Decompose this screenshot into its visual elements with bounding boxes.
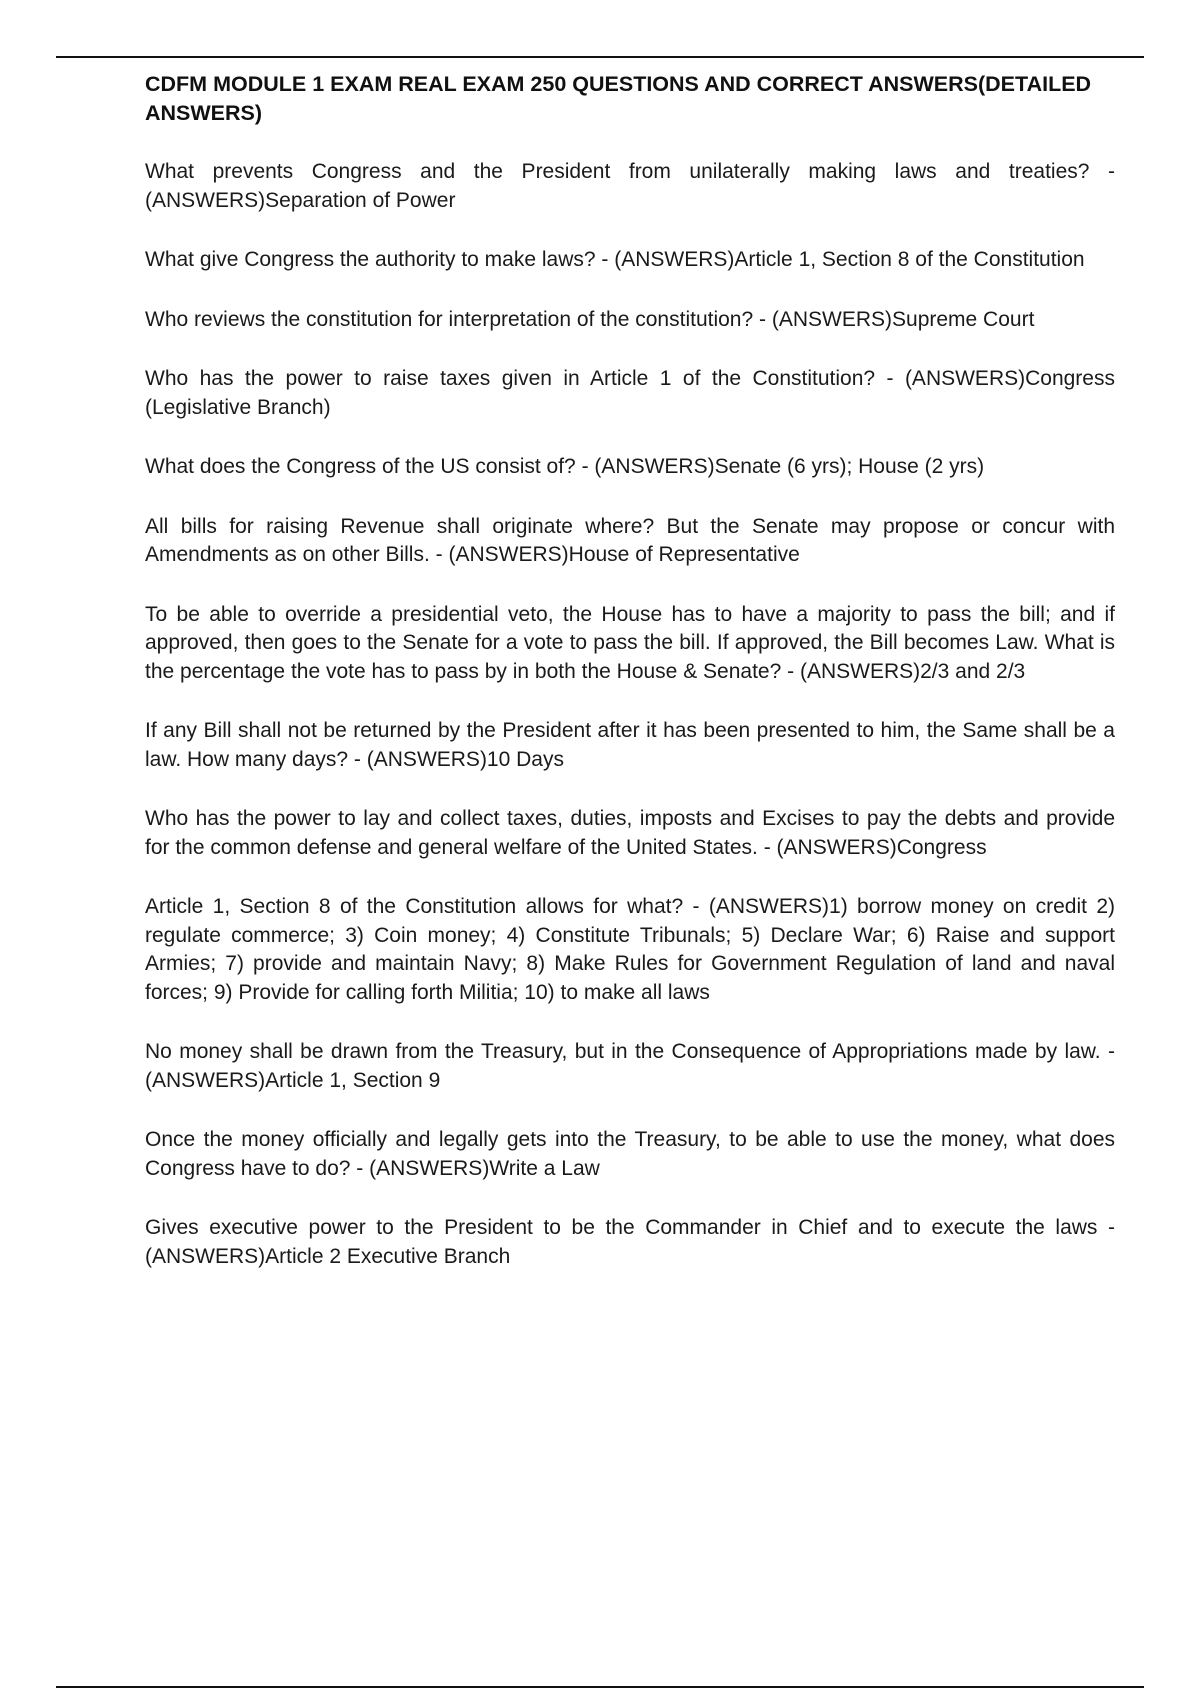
qa-list bbox=[145, 158, 1115, 1271]
answer-text: (ANSWERS)Congress (Legislative Branch) bbox=[145, 367, 1115, 419]
question-text: What does the Congress of the US consist of? bbox=[145, 455, 576, 478]
document-title: CDFM MODULE 1 EXAM REAL EXAM 250 QUESTIONS AND CORRECT ANSWERS(DETAILED ANSWERS) bbox=[145, 72, 1092, 125]
answer-separator: - bbox=[781, 659, 800, 683]
qa-item bbox=[145, 601, 1115, 687]
answer-separator: - bbox=[875, 367, 905, 390]
answer-separator: - bbox=[757, 835, 777, 859]
answer-text: (ANSWERS)House of Representative bbox=[448, 543, 800, 566]
answer-text: (ANSWERS)Supreme Court bbox=[771, 307, 1035, 331]
answer-text: (ANSWERS)10 Days bbox=[366, 747, 564, 771]
question-text: Article 1, Section 8 of the Constitution allows for what? bbox=[145, 895, 684, 918]
qa-item bbox=[145, 717, 1115, 774]
question-text: What give Congress the authority to make laws? bbox=[145, 248, 596, 271]
answer-separator: - bbox=[1089, 160, 1116, 183]
qa-item bbox=[145, 453, 1115, 482]
answer-text: (ANSWERS)Article 1, Section 9 bbox=[145, 1068, 441, 1092]
answer-separator: - bbox=[683, 895, 709, 918]
answer-text: (ANSWERS)Article 1, Section 8 of the Constitution bbox=[614, 248, 1085, 271]
qa-item bbox=[145, 893, 1115, 1007]
answer-separator: - bbox=[595, 248, 615, 271]
question-text: Who has the power to raise taxes given in Article 1 of the Constitution? bbox=[145, 367, 876, 390]
answer-text: (ANSWERS)1) borrow money on credit 2) regulate commerce; 3) Coin money; 4) Constitute Tribunals; 5) Declare War; 6) Raise and support Armies; 7) provide and maintain Navy; 8) Make Rules for Government Regulation of land and naval forces; 9) Provide for calling forth Militia; 10) to make all laws bbox=[145, 895, 1115, 1004]
answer-separator: - bbox=[1100, 1040, 1115, 1063]
question-text: To be able to override a presidential veto, the House has to have a majority to pass the bill; and if approved, then goes to the Senate for a vote to pass the bill. If approved, the Bill becomes Law. What is the percentage the vote has to pass by in both the House & Senate? bbox=[145, 602, 1115, 683]
answer-separator: - bbox=[1097, 1216, 1116, 1239]
answer-text: (ANSWERS)Article 2 Executive Branch bbox=[145, 1244, 511, 1268]
qa-item bbox=[145, 306, 1115, 335]
bottom-rule bbox=[56, 1686, 1144, 1688]
answer-text: (ANSWERS)Senate (6 yrs); House (2 yrs) bbox=[594, 455, 985, 478]
qa-item bbox=[145, 246, 1115, 275]
question-text: Gives executive power to the President to be the Commander in Chief and to execute the laws bbox=[145, 1216, 1098, 1239]
question-text: All bills for raising Revenue shall originate where? But the Senate may propose or concur with Amendments as on other Bills. bbox=[145, 514, 1115, 566]
answer-separator: - bbox=[429, 543, 449, 566]
qa-item bbox=[145, 513, 1115, 570]
answer-separator: - bbox=[350, 1156, 370, 1180]
qa-item bbox=[145, 1126, 1115, 1183]
answer-text: (ANSWERS)Separation of Power bbox=[145, 188, 456, 212]
answer-separator: - bbox=[753, 307, 772, 331]
qa-item bbox=[145, 805, 1115, 862]
question-text: If any Bill shall not be returned by the President after it has been presented to him, the Same shall be a law. How many days? bbox=[145, 719, 1115, 771]
question-text: No money shall be drawn from the Treasury, but in the Consequence of Appropriations made by law. bbox=[145, 1040, 1101, 1063]
question-text: Once the money officially and legally gets into the Treasury, to be able to use the money, what does Congress have to do? bbox=[145, 1128, 1115, 1180]
answer-text: (ANSWERS)2/3 and 2/3 bbox=[799, 659, 1026, 683]
qa-item bbox=[145, 1214, 1115, 1271]
qa-item bbox=[145, 158, 1115, 215]
answer-text: (ANSWERS)Write a Law bbox=[369, 1156, 600, 1180]
question-text: What prevents Congress and the President from unilaterally making laws and treaties? bbox=[145, 160, 1090, 183]
question-text: Who has the power to lay and collect taxes, duties, imposts and Excises to pay the debts and provide for the common defense and general welfare of the United States. bbox=[145, 807, 1115, 859]
question-text: Who reviews the constitution for interpretation of the constitution? bbox=[145, 307, 754, 331]
answer-text: (ANSWERS)Congress bbox=[776, 835, 987, 859]
qa-item bbox=[145, 1038, 1115, 1095]
answer-separator: - bbox=[575, 455, 595, 478]
answer-separator: - bbox=[348, 747, 367, 771]
document-body bbox=[145, 70, 1115, 1302]
qa-item bbox=[145, 365, 1115, 422]
top-rule bbox=[56, 56, 1144, 58]
